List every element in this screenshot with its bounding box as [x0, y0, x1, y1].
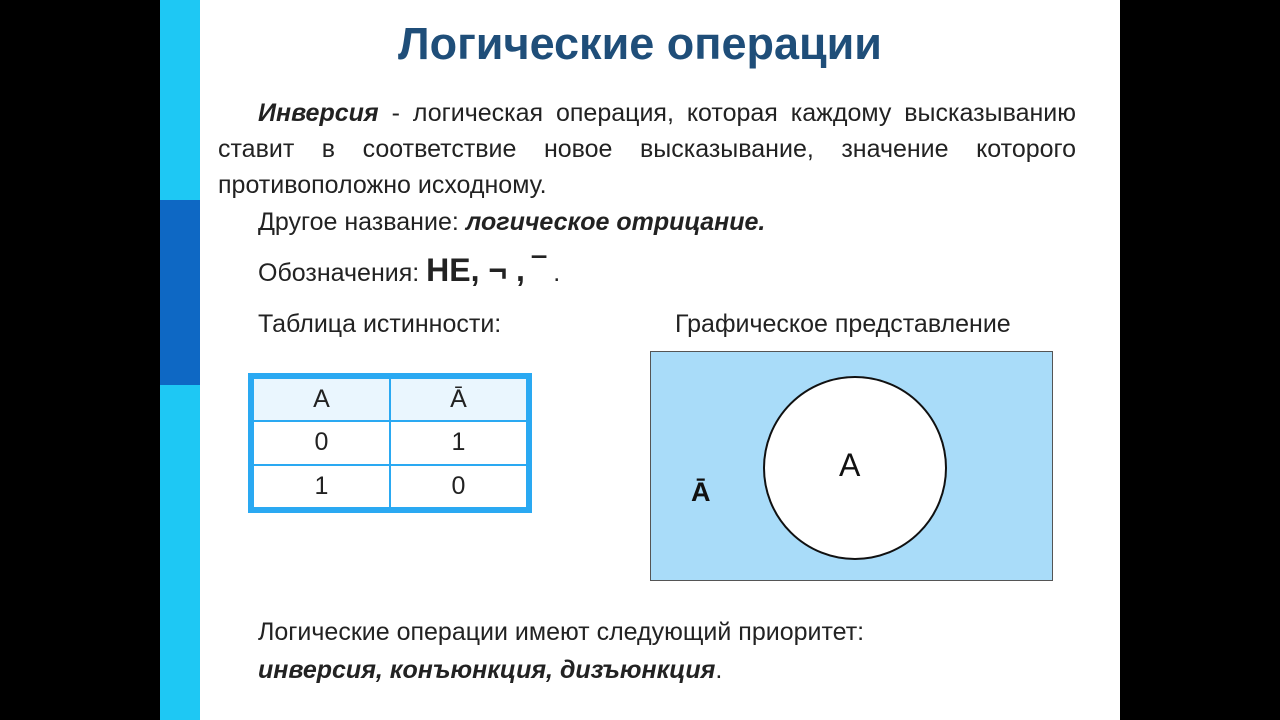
table-cell: 0: [390, 465, 527, 508]
notation-line: [258, 252, 560, 289]
table-header-row: [253, 378, 527, 421]
priority-note: [258, 613, 864, 689]
table-cell: 1: [253, 465, 390, 508]
set-a-label: A: [839, 447, 861, 483]
definition-term: Инверсия: [258, 99, 379, 127]
truth-table: [248, 373, 532, 513]
table-header-cell: Ā: [390, 378, 527, 421]
definition-text: - логическая операция, которая каждому высказыванию ставит в соответствие новое высказывание, значение которого противоположно исходному.: [218, 99, 1076, 199]
priority-order-line: [258, 651, 864, 689]
graphic-label: Графическое представление: [675, 310, 1011, 338]
priority-period: .: [715, 656, 723, 684]
table-cell: 1: [390, 421, 527, 464]
notation-period: .: [553, 259, 561, 287]
table-row: [253, 465, 527, 508]
other-name-value: логическое отрицание.: [465, 208, 766, 236]
table-row: [253, 421, 527, 464]
table-cell: 0: [253, 421, 390, 464]
priority-line: Логические операции имеют следующий приоритет:: [258, 618, 865, 646]
venn-diagram: [650, 351, 1053, 581]
slide: [160, 0, 1120, 720]
other-name-line: [258, 208, 765, 237]
definition-paragraph: [218, 95, 1076, 203]
table-header-cell: A: [253, 378, 390, 421]
not-a-label: Ā: [691, 477, 711, 507]
slide-title: Логические операции: [398, 18, 882, 69]
priority-order: инверсия, конъюнкция, дизъюнкция: [258, 656, 716, 684]
notation-symbols: НЕ, ¬ , ‾: [426, 252, 554, 288]
truth-table-label: Таблица истинности:: [258, 310, 502, 338]
other-name-label: Другое название:: [258, 208, 466, 236]
side-stripe-accent: [160, 200, 200, 385]
notation-label: Обозначения:: [258, 259, 427, 287]
